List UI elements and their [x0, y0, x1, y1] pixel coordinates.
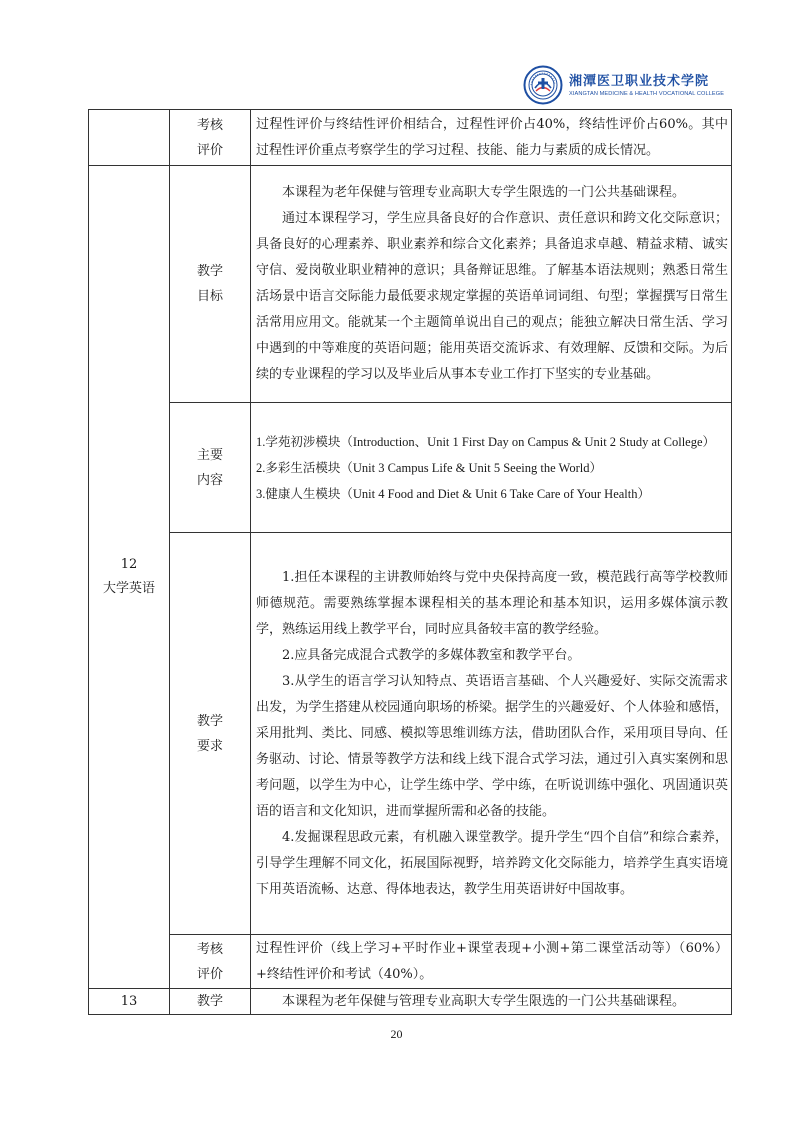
- course-13-text-cell: [251, 989, 732, 1015]
- assessment-text-cell: [251, 110, 732, 166]
- requirement-item-1: 1.担任本课程的主讲教师始终与党中央保持高度一致，模范践行高等学校教师师德规范。需要熟练掌握本课程相关的基本理论和基本知识，运用多媒体演示教学，熟练运用线上教学平台，同时应具备较丰富的教学经验。: [256, 569, 728, 637]
- table-row: [89, 533, 732, 935]
- row-label-goals: 教学目标: [170, 166, 251, 403]
- row-label-content: 主要内容: [170, 403, 251, 533]
- course-table: [88, 109, 732, 1015]
- content-item-3: 3.健康人生模块（Unit 4 Food and Diet & Unit 6 Take Care of Your Health）: [256, 486, 651, 501]
- college-name-cn: 湘潭医卫职业技术学院: [569, 73, 710, 89]
- course-13-number: 13: [89, 989, 170, 1015]
- content-text-cell: [251, 403, 732, 533]
- requirement-item-2: 2.应具备完成混合式教学的多媒体教室和教学平台。: [282, 647, 581, 663]
- table-row: [89, 166, 732, 403]
- row-label-assessment-12: 考核评价: [170, 935, 251, 989]
- requirements-text-cell: [251, 533, 732, 935]
- course-13-text: 本课程为老年保健与管理专业高职大专学生限选的一门公共基础课程。: [282, 993, 686, 1009]
- page-number: 20: [390, 1027, 403, 1041]
- college-name-en: XIANGTAN MEDICINE & HEALTH VOCATIONAL COLLEGE: [569, 90, 725, 97]
- assessment-12-text: 过程性评价（线上学习+平时作业+课堂表现+小测+第二课堂活动等）（60%）+终结性评价和考试（40%）。: [256, 940, 728, 982]
- empty-cell: [89, 110, 170, 166]
- college-seal-icon: [523, 65, 563, 105]
- course-name: 大学英语: [102, 581, 155, 596]
- content-item-2: 2.多彩生活模块（Unit 3 Campus Life & Unit 5 Seeing the World）: [256, 460, 602, 475]
- requirement-item-3: 3.从学生的语言学习认知特点、英语语言基础、个人兴趣爱好、实际交流需求出发，为学生搭建从校园通向职场的桥梁。据学生的兴趣爱好、个人体验和感悟，采用批判、类比、同感、模拟等思维训练方法，借助团队合作，采用项目导向、任务驱动、讨论、情景等教学方法和线上线下混合式学习法，通过引入真实案例和思考问题，以学生为中心，让学生练中学、学中练，在听说训练中强化、巩固通识英语的语言和文化知识，进而掌握所需和必备的技能。: [256, 673, 728, 819]
- college-logo: [523, 63, 725, 107]
- row-label-requirements: 教学要求: [170, 533, 251, 935]
- row-label-assessment: 考核评价: [170, 110, 251, 166]
- table-row: [89, 110, 732, 166]
- course-number: 12: [120, 557, 138, 572]
- table-row: [89, 403, 732, 533]
- row-label-teaching: 教学: [170, 989, 251, 1015]
- goals-paragraph-1: 本课程为老年保健与管理专业高职大专学生限选的一门公共基础课程。: [282, 185, 686, 200]
- assessment-text: 过程性评价与终结性评价相结合，过程性评价占40%，终结性评价占60%。其中过程性评价重点考察学生的学习过程、技能、能力与素质的成长情况。: [256, 116, 728, 158]
- goals-paragraph-2: 通过本课程学习，学生应具备良好的合作意识、责任意识和跨文化交际意识；具备良好的心理素养、职业素养和综合文化素养；具备追求卓越、精益求精、诚实守信、爱岗敬业职业精神的意识；具备辩证思维。了解基本语法规则；熟悉日常生活场景中语言交际能力最低要求规定掌握的英语单词词组、句型；掌握撰写日常生活常用应用文。能就某一个主题简单说出自己的观点；能独立解决日常生活、学习中遇到的中等难度的英语问题；能用英语交流诉求、有效理解、反馈和交际。为后续的专业课程的学习以及毕业后从事本专业工作打下坚实的专业基础。: [256, 211, 728, 382]
- requirement-item-4: 4.发掘课程思政元素，有机融入课堂教学。提升学生“四个自信”和综合素养，引导学生理解不同文化，拓展国际视野，培养跨文化交际能力，培养学生真实语境下用英语流畅、达意、得体地表达，教学生用英语讲好中国故事。: [256, 829, 728, 897]
- table-row: [89, 935, 732, 989]
- course-12-cell: [89, 166, 170, 989]
- table-row: [89, 989, 732, 1015]
- content-item-1: 1.学苑初涉模块（Introduction、Unit 1 First Day on Campus & Unit 2 Study at College）: [256, 434, 716, 449]
- goals-text-cell: [251, 166, 732, 403]
- assessment-12-text-cell: [251, 935, 732, 989]
